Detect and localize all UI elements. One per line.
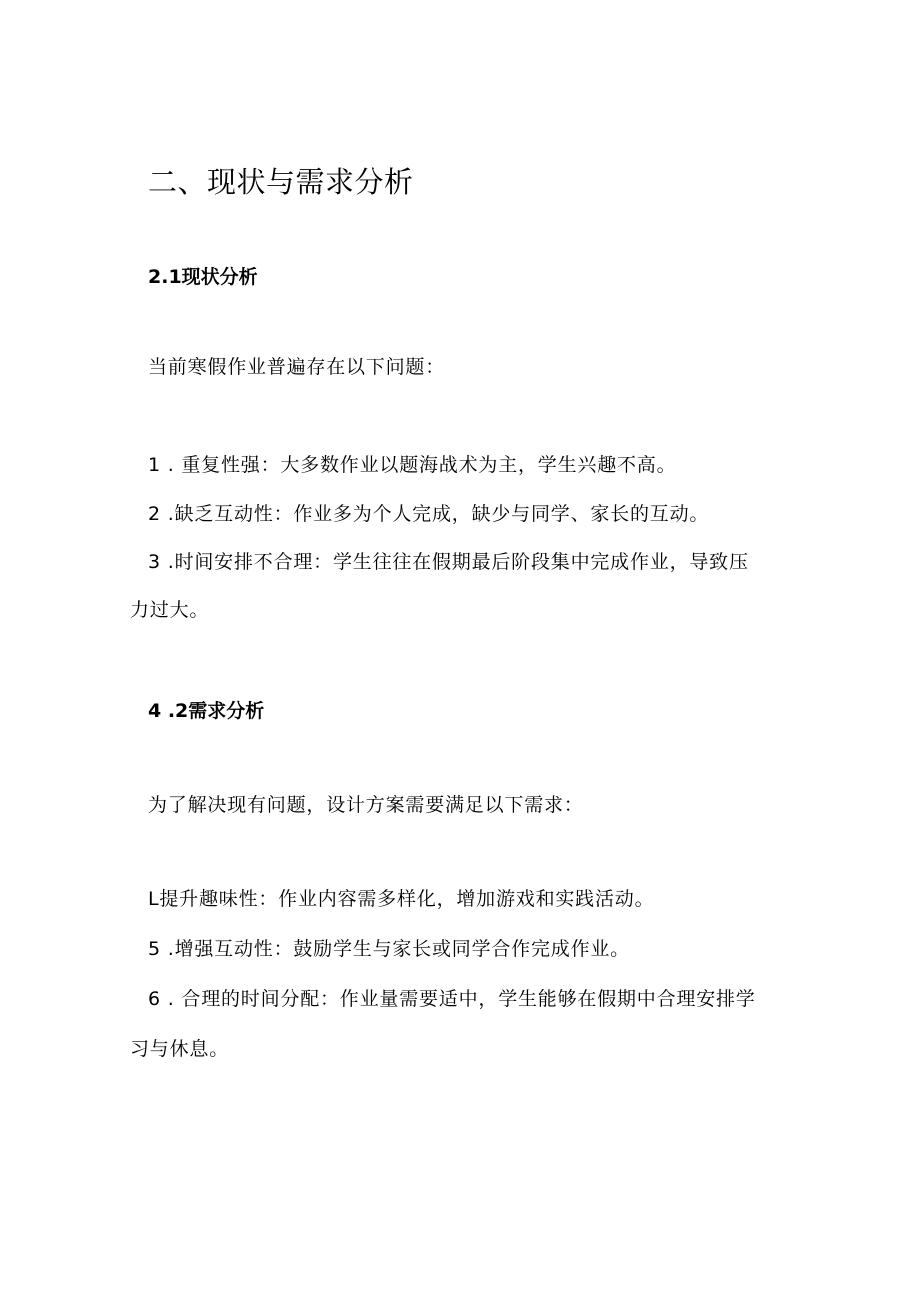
list-item: 6 . 合理的时间分配：作业量需要适中，学生能够在假期中合理安排学 — [148, 988, 756, 1010]
list-item: 1 . 重复性强：大多数作业以题海战术为主，学生兴趣不高。 — [148, 454, 677, 476]
current-status-intro: 当前寒假作业普遍存在以下问题： — [148, 356, 446, 378]
section-title: 二、现状与需求分析 — [148, 165, 414, 199]
list-item: 3 .时间安排不合理：学生往往在假期最后阶段集中完成作业，导致压 — [148, 551, 749, 573]
subsection-heading-current-status: 2.1现状分析 — [148, 266, 258, 288]
list-item: 5 .增强互动性：鼓励学生与家长或同学合作完成作业。 — [148, 938, 630, 960]
requirements-intro: 为了解决现有问题，设计方案需要满足以下需求： — [148, 794, 584, 816]
list-item: L提升趣味性：作业内容需多样化，增加游戏和实践活动。 — [148, 888, 655, 910]
subsection-heading-requirements: 4 .2需求分析 — [148, 700, 265, 722]
list-item-continuation: 习与休息。 — [130, 1038, 230, 1060]
list-item: 2 .缺乏互动性：作业多为个人完成，缺少与同学、家长的互动。 — [148, 503, 710, 525]
list-item-continuation: 力过大。 — [130, 599, 210, 621]
